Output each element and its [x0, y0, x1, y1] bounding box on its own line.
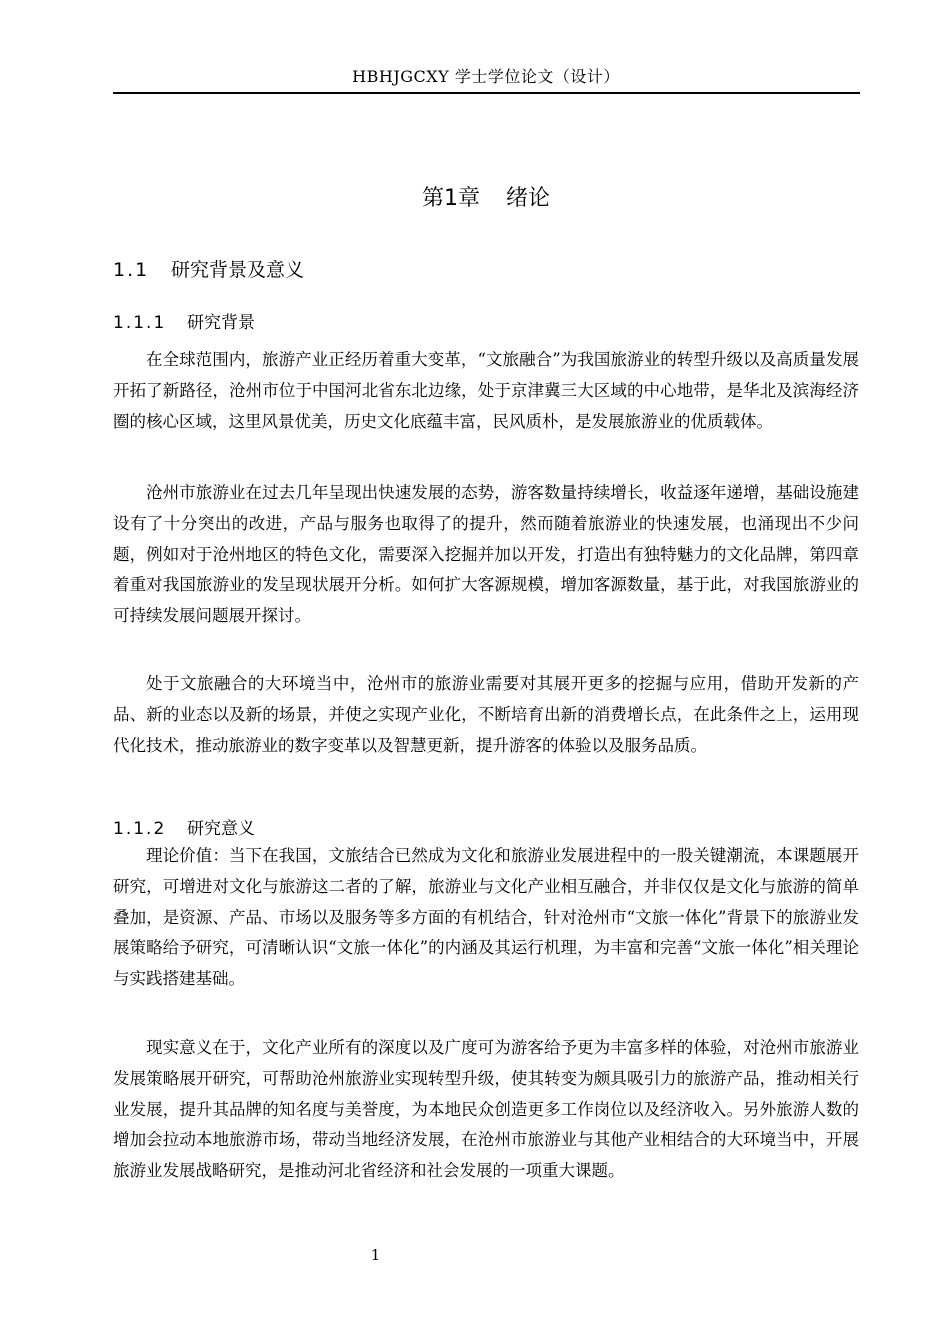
page-number: 1	[370, 1246, 381, 1264]
body-paragraph: 理论价值：当下在我国，文旅结合已然成为文化和旅游业发展进程中的一股关键潮流，本课题展开研究，可增进对文化与旅游这二者的了解，旅游业与文化产业相互融合，并非仅仅是文化与旅游的简单叠加，是资源、产品、市场以及服务等多方面的有机结合，针对沧州市“文旅一体化”背景下的旅游业发展策略给予研究，可清晰认识“文旅一体化”的内涵及其运行机理，为丰富和完善“文旅一体化”相关理论与实践搭建基础。	[113, 846, 859, 989]
chapter-number: 第1章	[421, 186, 480, 211]
subsection-title: 研究意义	[187, 819, 255, 839]
body-paragraph: 沧州市旅游业在过去几年呈现出快速发展的态势，游客数量持续增长，收益逐年递增，基础设施建设有了十分突出的改进，产品与服务也取得了的提升，然而随着旅游业的快速发展，也涌现出不少问题，例如对于沧州地区的特色文化，需要深入挖掘并加以开发，打造出有独特魅力的文化品牌，第四章着重对我国旅游业的发呈现状展开分析。如何扩大客源规模，增加客源数量，基于此，对我国旅游业的可持续发展问题展开探讨。	[113, 483, 859, 626]
running-header: HBHJGCXY 学士学位论文（设计）	[352, 67, 620, 86]
body-paragraph: 现实意义在于，文化产业所有的深度以及广度可为游客给予更为丰富多样的体验，对沧州市旅游业发展策略展开研究，可帮助沧州旅游业实现转型升级，使其转变为颇具吸引力的旅游产品，推动相关行业发展，提升其品牌的知名度与美誉度，为本地民众创造更多工作岗位以及经济收入。另外旅游人数的增加会拉动本地旅游市场，带动当地经济发展，在沧州市旅游业与其他产业相结合的大环境当中，开展旅游业发展战略研究，是推动河北省经济和社会发展的一项重大课题。	[113, 1038, 859, 1181]
chapter-title	[113, 183, 859, 215]
subsection-heading-background	[113, 310, 255, 336]
section-heading	[113, 256, 304, 284]
section-title: 研究背景及意义	[171, 259, 305, 281]
subsection-title: 研究背景	[187, 313, 255, 333]
chapter-name: 绪论	[505, 186, 550, 211]
subsection-number: 1.1.2	[113, 819, 167, 839]
subsection-number: 1.1.1	[113, 313, 167, 333]
body-paragraph: 处于文旅融合的大环境当中，沧州市的旅游业需要对其展开更多的挖掘与应用，借助开发新的产品、新的业态以及新的场景，并使之实现产业化，不断培育出新的消费增长点，在此条件之上，运用现代化技术，推动旅游业的数字变革以及智慧更新，提升游客的体验以及服务品质。	[113, 674, 859, 755]
section-number: 1.1	[113, 259, 150, 281]
header-rule	[113, 92, 860, 94]
body-paragraph: 在全球范围内，旅游产业正经历着重大变革，“文旅融合”为我国旅游业的转型升级以及高质量发展开拓了新路径，沧州市位于中国河北省东北边缘，处于京津冀三大区域的中心地带，是华北及滨海经济圈的核心区域，这里风景优美，历史文化底蕴丰富，民风质朴，是发展旅游业的优质载体。	[113, 350, 859, 431]
subsection-heading-significance	[113, 816, 255, 842]
